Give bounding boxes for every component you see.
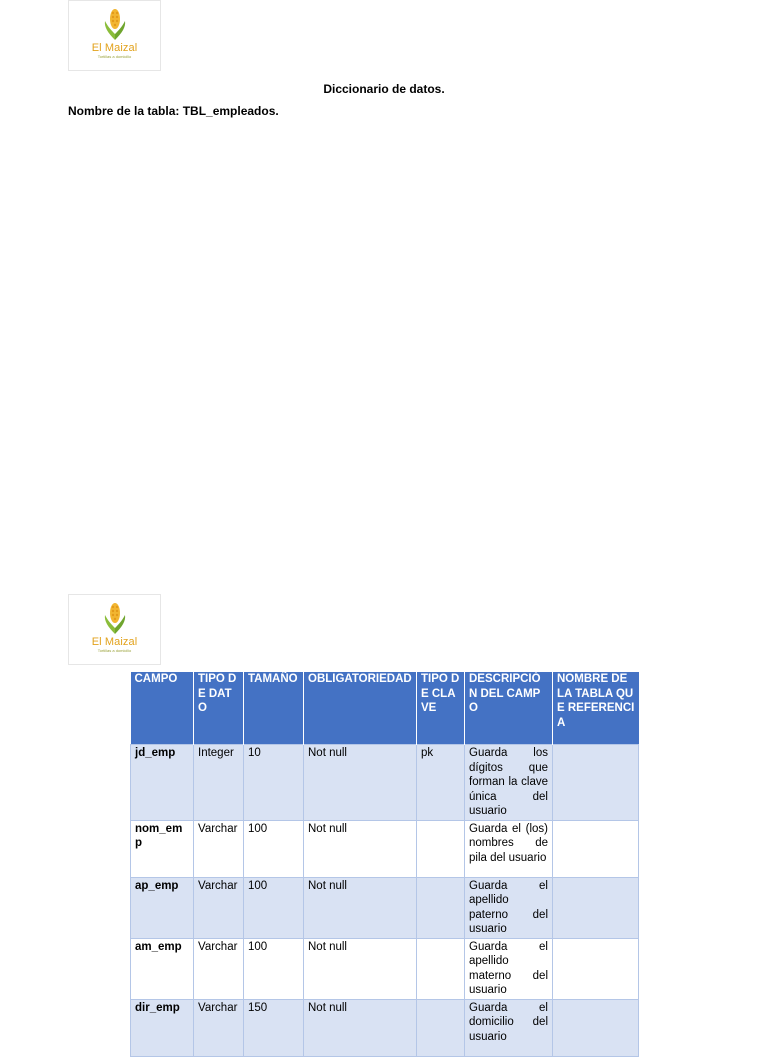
table-cell: Guarda el (los) nombres de pila del usuario (465, 820, 553, 877)
table-cell: Varchar (194, 999, 244, 1056)
table-cell: Not null (304, 877, 417, 938)
table-row (131, 820, 639, 877)
table-cell: nom_emp (131, 820, 194, 877)
corn-icon (102, 601, 128, 635)
table-row (131, 877, 639, 938)
company-logo-page-2 (68, 594, 161, 665)
logo-name: El Maizal (91, 636, 138, 648)
table-name-line: Nombre de la tabla: TBL_empleados. (68, 104, 279, 118)
table-cell: Not null (304, 999, 417, 1056)
logo-tagline: Tortillas a domicilio (97, 648, 132, 653)
table-row (131, 938, 639, 999)
table-cell: Varchar (194, 820, 244, 877)
table-cell: Guarda el apellido paterno del usuario (465, 877, 553, 938)
company-logo (68, 0, 161, 71)
column-header: TIPO DE CLAVE (417, 672, 465, 745)
table-cell: 100 (244, 820, 304, 877)
table-cell (553, 745, 639, 821)
table-header-row (131, 672, 639, 745)
table-cell: am_emp (131, 938, 194, 999)
table-cell: Varchar (194, 877, 244, 938)
column-header: DESCRIPCIÓN DEL CAMPO (465, 672, 553, 745)
column-header: TAMAÑO (244, 672, 304, 745)
data-dictionary-table (130, 672, 639, 1057)
table-row (131, 999, 639, 1056)
table-cell: Guarda los dígitos que forman la clave única del usuario (465, 745, 553, 821)
table-cell (553, 999, 639, 1056)
table-cell: jd_emp (131, 745, 194, 821)
column-header: OBLIGATORIEDAD (304, 672, 417, 745)
table-cell: Not null (304, 820, 417, 877)
table-cell: 150 (244, 999, 304, 1056)
table-row (131, 745, 639, 821)
table-cell: ap_emp (131, 877, 194, 938)
table-cell (553, 938, 639, 999)
logo-tagline: Tortillas a domicilio (97, 54, 132, 59)
document-title: Diccionario de datos. (323, 82, 445, 96)
column-header: CAMPO (131, 672, 194, 745)
table-cell: Integer (194, 745, 244, 821)
column-header: TIPO DE DATO (194, 672, 244, 745)
corn-icon (102, 7, 128, 41)
table-cell: Not null (304, 745, 417, 821)
table-cell: Guarda el apellido materno del usuario (465, 938, 553, 999)
logo-name: El Maizal (91, 42, 138, 54)
table-cell (417, 938, 465, 999)
table-cell (417, 877, 465, 938)
table-cell: dir_emp (131, 999, 194, 1056)
table-cell: Not null (304, 938, 417, 999)
table-cell: pk (417, 745, 465, 821)
table-cell (553, 820, 639, 877)
table-cell: Varchar (194, 938, 244, 999)
column-header: NOMBRE DE LA TABLA QUE REFERENCIA (553, 672, 639, 745)
table-cell: 100 (244, 938, 304, 999)
table-cell: 100 (244, 877, 304, 938)
table-cell (553, 877, 639, 938)
table-cell (417, 999, 465, 1056)
table-cell: 10 (244, 745, 304, 821)
table-cell: Guarda el domicilio del usuario (465, 999, 553, 1056)
table-cell (417, 820, 465, 877)
